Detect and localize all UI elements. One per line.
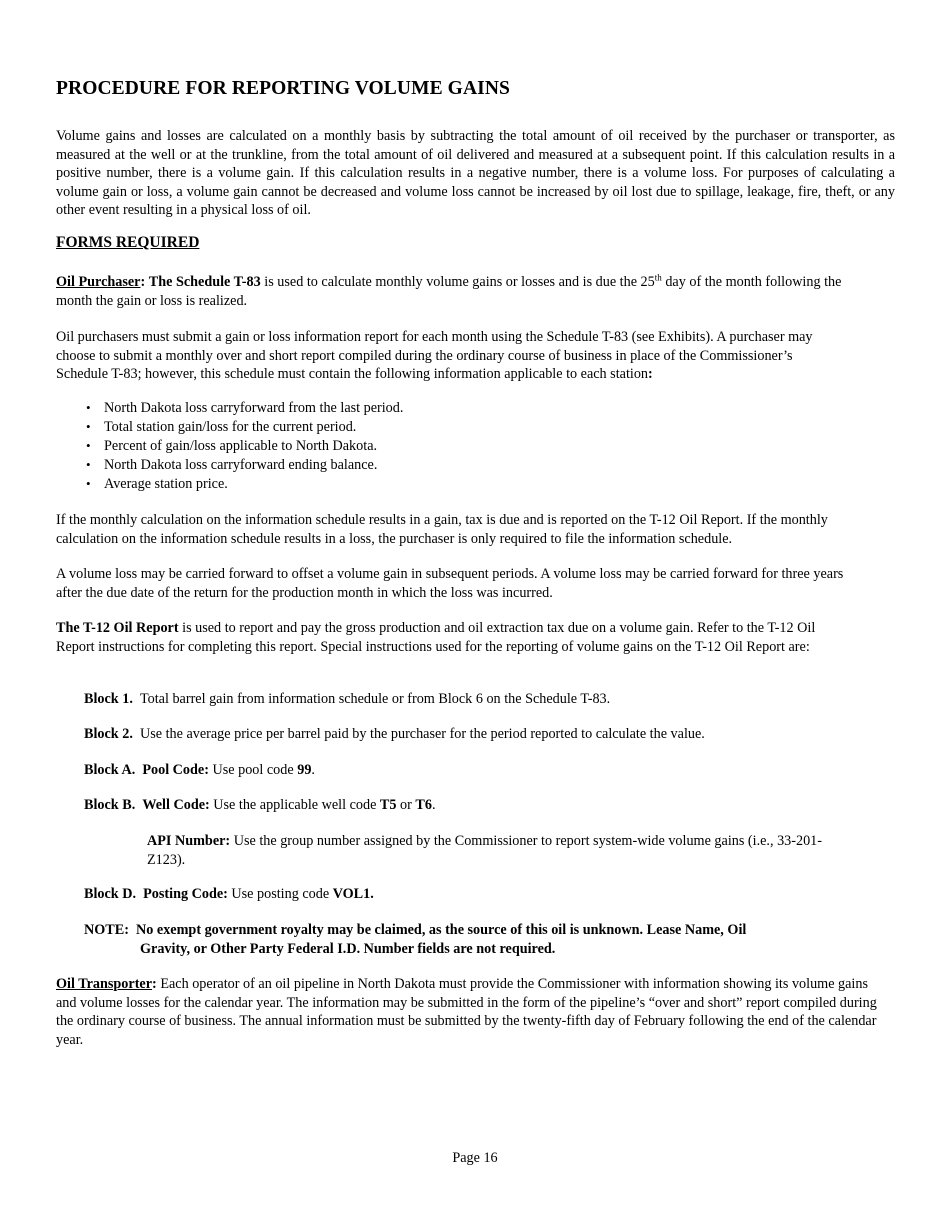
note-line-2: Gravity, or Other Party Federal I.D. Number fields are not required. (140, 940, 556, 957)
intro-paragraph: Volume gains and losses are calculated on a monthly basis by subtracting the total amount of oil received by the purchaser or transporter, as measured at the well or at the trunkline, from the total amount of oil delivered and measured at a subsequent point. If this calculation results in a positive number, there is a volume gain. If this calculation results in a negative number, there is a volume loss. For purposes of calculating a volume gain or loss, a volume gain cannot be decreased and volume loss cannot be increased by oil lost due to spillage, leakage, fire, theft, or any other event resulting in a physical loss of oil. (56, 128, 895, 218)
t12-paragraph (56, 619, 846, 656)
block-2-label: Block 2. (84, 726, 133, 742)
well-code-t5: T5 (379, 797, 397, 813)
block-b-instruction (84, 796, 436, 815)
block-a-instruction (84, 761, 315, 780)
bullet-icon: • (86, 457, 91, 472)
block-a-end: . (311, 762, 315, 778)
block-d-label: Block D. (84, 886, 137, 902)
oil-purchaser-label: Oil Purchaser (56, 274, 141, 290)
pool-code-value: 99 (297, 762, 312, 778)
submit-paragraph-text: Oil purchasers must submit a gain or loss information report for each month using the Schedule T-83 (see Exhibits). A purchaser may choose to submit a monthly over and short report compiled during the ordinary course of business in place of the Commissioner’s Schedule T-83; however, this schedule must contain the following information applicable to each station (56, 329, 813, 382)
block-d-instruction (84, 885, 374, 904)
oil-transporter-text: Each operator of an oil pipeline in North Dakota must provide the Commissioner with information showing its volume gains and volume losses for the calendar year. The information may be submitted in the form of the pipeline’s “over and short” report compiled during the ordinary course of business. The annual information must be submitted by the twenty-fifth day of February following the end of the calendar year. (56, 976, 877, 1048)
carryforward-paragraph: A volume loss may be carried forward to offset a volume gain in subsequent periods. A volume loss may be carried forward for three years after the due date of the return for the production month in which the loss was incurred. (56, 566, 844, 601)
api-number-text: Use the group number assigned by the Commissioner to report system-wide volume gains (i.e., 33-201-Z123). (147, 833, 822, 868)
api-number-label: API Number: (147, 833, 231, 849)
block-b-or: or (396, 797, 416, 813)
page-number: Page 16 (452, 1150, 498, 1166)
bullet-icon: • (86, 438, 91, 453)
oil-transporter-colon: : (152, 976, 157, 992)
block-2-instruction (84, 725, 705, 744)
bullet-icon: • (86, 400, 91, 415)
posting-code-value: VOL1. (332, 886, 374, 902)
block-a-text: Use pool code (208, 762, 298, 778)
oil-purchaser-text-2: day of the month following the month the gain or loss is realized. (56, 274, 842, 309)
well-code-t6: T6 (415, 797, 432, 813)
list-item (56, 399, 403, 418)
well-code-label: Well Code: (142, 797, 210, 813)
posting-code-label: Posting Code: (143, 886, 228, 902)
forms-required-heading: FORMS REQUIRED (56, 234, 200, 251)
note-line-1: No exempt government royalty may be claimed, as the source of this oil is unknown. Lease Name, Oil (136, 922, 747, 938)
list-item-text: North Dakota loss carryforward from the last period. (104, 400, 404, 416)
oil-purchaser-paragraph (56, 273, 856, 310)
bullet-icon: • (86, 476, 91, 491)
page-title: PROCEDURE FOR REPORTING VOLUME GAINS (56, 78, 510, 99)
block-d-text: Use posting code (227, 886, 333, 902)
bullet-icon: • (86, 419, 91, 434)
list-item (56, 456, 403, 475)
block-a-label: Block A. (84, 762, 136, 778)
superscript-th: th (654, 272, 662, 283)
submit-paragraph (56, 328, 836, 384)
api-number-instruction (147, 832, 847, 869)
list-item (56, 418, 403, 437)
list-item-text: Percent of gain/loss applicable to North Dakota. (104, 438, 378, 454)
list-item-text: Total station gain/loss for the current period. (104, 419, 357, 435)
block-1-text: Total barrel gain from information schedule or from Block 6 on the Schedule T-83. (139, 691, 611, 707)
list-item (56, 475, 403, 494)
block-2-text: Use the average price per barrel paid by the purchaser for the period reported to calculate the value. (139, 726, 705, 742)
note-label: NOTE: (84, 922, 129, 938)
calculation-paragraph: If the monthly calculation on the information schedule results in a gain, tax is due and is reported on the T-12 Oil Report. If the monthly calculation on the information schedule results in a loss, the purchaser is only required to file the information schedule. (56, 512, 828, 547)
block-1-instruction (84, 690, 610, 709)
list-item (56, 437, 403, 456)
submit-paragraph-colon: : (648, 366, 653, 382)
block-b-text: Use the applicable well code (209, 797, 380, 813)
oil-transporter-label: Oil Transporter (56, 976, 153, 992)
list-item-text: North Dakota loss carryforward ending balance. (104, 457, 378, 473)
block-1-label: Block 1. (84, 691, 133, 707)
pool-code-label: Pool Code: (142, 762, 209, 778)
t12-text: is used to report and pay the gross production and oil extraction tax due on a volume gain. Refer to the T-12 Oil Report instructions for completing this report. Special instructions used for the reporting of volume gains on the T-12 Oil Report are: (56, 620, 816, 655)
note-paragraph (84, 921, 864, 958)
block-b-end: . (431, 797, 436, 813)
schedule-t83-label: The Schedule T-83 (148, 274, 261, 290)
station-info-list (56, 399, 403, 494)
block-b-label: Block B. (84, 797, 136, 813)
oil-purchaser-colon: : (140, 274, 146, 290)
t12-label: The T-12 Oil Report (56, 620, 179, 636)
oil-transporter-paragraph (56, 975, 886, 1049)
list-item-text: Average station price. (104, 476, 228, 492)
oil-purchaser-text-1: is used to calculate monthly volume gains or losses and is due the 25 (260, 274, 655, 290)
